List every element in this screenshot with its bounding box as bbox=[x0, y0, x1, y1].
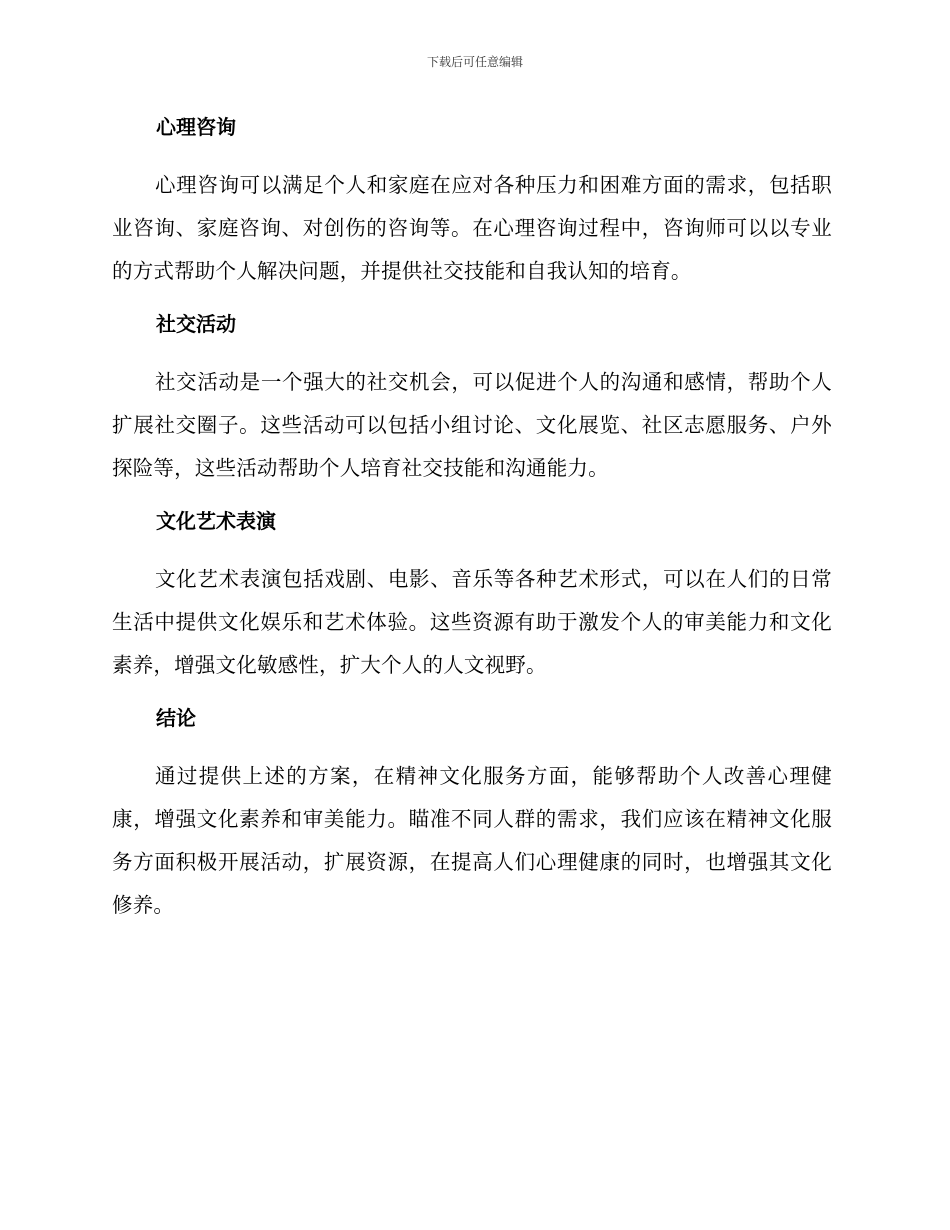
section-heading: 心理咨询 bbox=[156, 115, 236, 139]
section-social-activities bbox=[112, 307, 832, 490]
page-header-note: 下载后可任意编辑 bbox=[426, 55, 523, 69]
section-paragraph: 文化艺术表演包括戏剧、电影、音乐等各种艺术形式，可以在人们的日常生活中提供文化娱乐和艺术体验。这些资源有助于激发个人的审美能力和文化素养，增强文化敏感性，扩大个人的人文视野。 bbox=[112, 567, 832, 677]
document-content bbox=[112, 110, 832, 941]
section-psychological-counseling bbox=[112, 110, 832, 293]
section-conclusion bbox=[112, 701, 832, 927]
section-paragraph: 通过提供上述的方案，在精神文化服务方面，能够帮助个人改善心理健康，增强文化素养和审美能力。瞄准不同人群的需求，我们应该在精神文化服务方面积极开展活动，扩展资源，在提高人们心理健康的同时，也增强其文化修养。 bbox=[112, 764, 832, 917]
section-paragraph: 社交活动是一个强大的社交机会，可以促进个人的沟通和感情，帮助个人扩展社交圈子。这些活动可以包括小组讨论、文化展览、社区志愿服务、户外探险等，这些活动帮助个人培育社交技能和沟通能力。 bbox=[112, 370, 832, 480]
section-paragraph: 心理咨询可以满足个人和家庭在应对各种压力和困难方面的需求，包括职业咨询、家庭咨询、对创伤的咨询等。在心理咨询过程中，咨询师可以以专业的方式帮助个人解决问题，并提供社交技能和自我认知的培育。 bbox=[112, 173, 832, 283]
section-heading: 社交活动 bbox=[156, 312, 236, 336]
section-heading: 结论 bbox=[156, 706, 196, 730]
section-cultural-performances bbox=[112, 504, 832, 687]
section-heading: 文化艺术表演 bbox=[156, 509, 276, 533]
